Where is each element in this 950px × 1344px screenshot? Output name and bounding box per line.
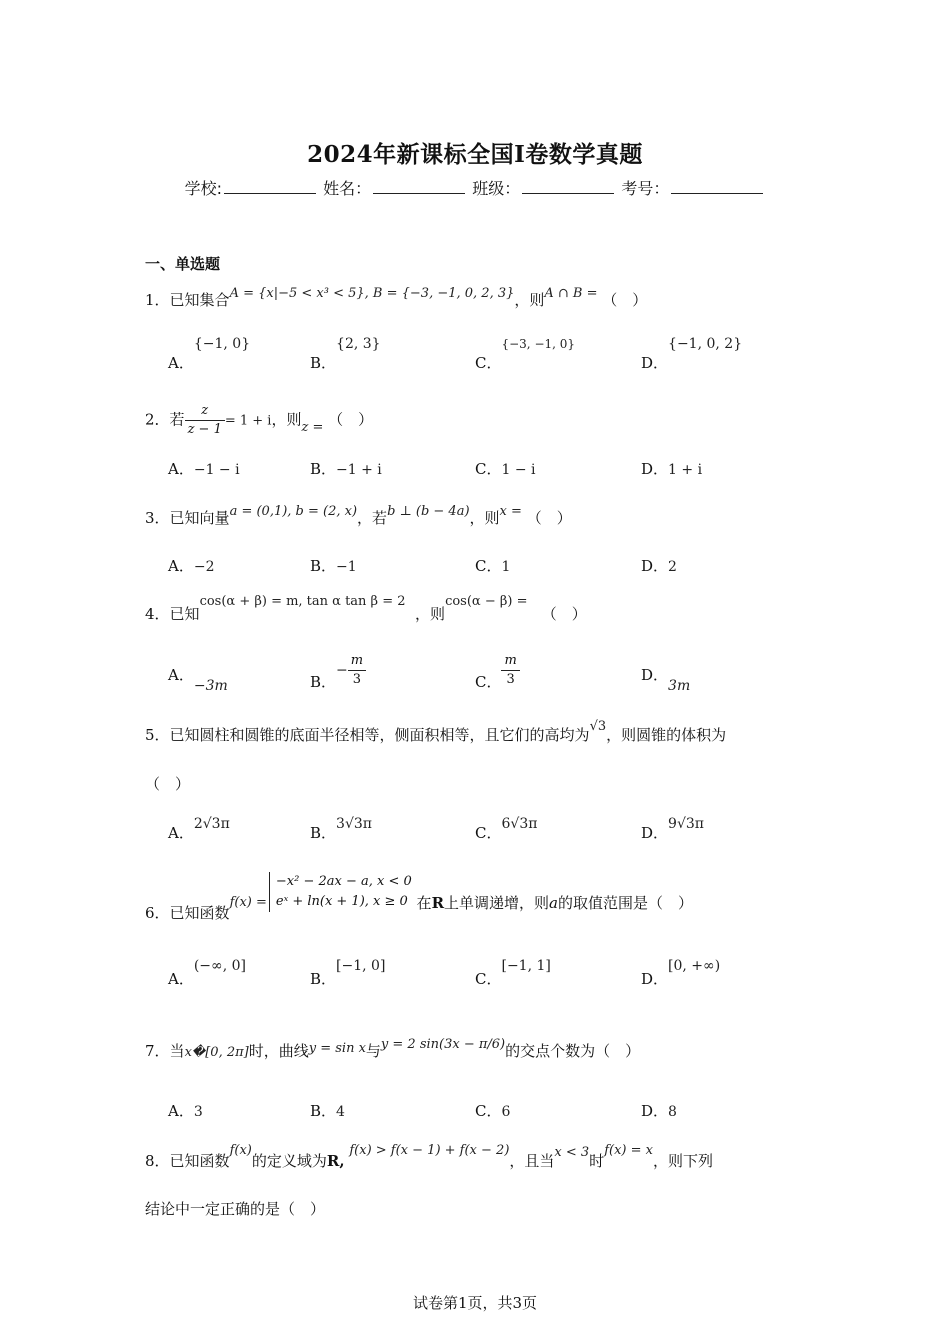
question-text: ，则: [514, 291, 545, 309]
exam-number-blank[interactable]: [671, 179, 763, 194]
option-label: A．: [168, 824, 194, 842]
answer-parentheses: （ ）: [526, 509, 572, 527]
option-value: 6: [501, 1104, 511, 1120]
name-label: 姓名：: [323, 179, 372, 198]
question-5: [145, 719, 727, 745]
option-value: [−1, 1]: [501, 958, 551, 974]
variable: a: [549, 894, 558, 912]
option-value: 1: [501, 559, 511, 575]
math-expression: f(x): [229, 1143, 252, 1158]
option-value: [0, +∞): [668, 958, 721, 974]
option-label: B．: [310, 557, 337, 575]
question-text: 已知向量: [169, 509, 230, 527]
question-text: ，且当: [509, 1152, 555, 1170]
option-label: B．: [310, 970, 337, 988]
option-label: C．: [475, 672, 502, 691]
question-text: 与: [365, 1042, 381, 1060]
answer-parentheses: （ ）: [602, 291, 648, 309]
option-value: {2, 3}: [336, 336, 381, 352]
page-footer: 试卷第1页，共3页: [412, 1294, 538, 1312]
option-label: C．: [475, 354, 502, 372]
class-blank[interactable]: [522, 179, 614, 194]
question-text: 若: [169, 410, 185, 429]
question-text: 时: [589, 1152, 605, 1170]
student-info-line: [0, 176, 950, 199]
option-b[interactable]: [310, 652, 366, 689]
option-label: C．: [475, 970, 502, 988]
math-expression: cos(α − β) =: [445, 594, 528, 609]
option-value: [−1, 0]: [336, 958, 386, 974]
option-label: A．: [168, 460, 194, 478]
option-label: C．: [475, 1102, 502, 1120]
piecewise-case: eˣ + ln(x + 1), x ≥ 0: [275, 894, 408, 909]
math-expression: = 1 + i: [224, 413, 272, 429]
question-text: 已知函数: [169, 904, 230, 922]
option-value: 9√3π: [668, 816, 704, 832]
option-label: D．: [641, 354, 669, 372]
question-number: 1．: [145, 291, 170, 309]
math-expression: x < 3: [554, 1145, 590, 1160]
option-d[interactable]: [641, 1100, 677, 1121]
question-text: 在: [416, 894, 432, 912]
math-expression: √3: [589, 719, 607, 734]
piecewise-function: [269, 872, 412, 912]
option-d[interactable]: [641, 336, 743, 372]
question-text: 已知函数: [169, 1152, 230, 1170]
question-4: [145, 594, 587, 624]
option-label: B．: [310, 672, 337, 691]
option-a[interactable]: [168, 958, 246, 989]
question-text: 结论中一定正确的是（ ）: [145, 1200, 326, 1218]
fraction-numerator: z: [185, 402, 225, 421]
option-label: B．: [310, 460, 337, 478]
question-8: [145, 1143, 713, 1171]
option-value: 6√3π: [501, 816, 538, 832]
math-expression: A = {x|−5 < x³ < 5}, B = {−3, −1, 0, 2, 3}: [229, 286, 515, 301]
option-a[interactable]: [168, 664, 228, 694]
option-a[interactable]: [168, 336, 251, 372]
option-label: C．: [475, 557, 502, 575]
option-label: C．: [475, 460, 502, 478]
school-blank[interactable]: [224, 179, 316, 194]
option-label: D．: [641, 557, 669, 575]
option-value: 2√3π: [193, 816, 230, 832]
option-c[interactable]: [475, 1100, 510, 1121]
question-number: 2．: [145, 410, 170, 429]
math-expression: f(x) > f(x − 1) + f(x − 2): [349, 1143, 510, 1158]
option-value: −1: [336, 559, 357, 575]
question-number: 4．: [145, 605, 170, 623]
option-value: 3m: [668, 678, 691, 694]
option-b[interactable]: [310, 555, 357, 576]
option-value: 4: [336, 1104, 345, 1120]
option-value: 8: [668, 1104, 677, 1120]
answer-parentheses: （ ）: [541, 605, 587, 623]
option-d[interactable]: [641, 664, 691, 694]
question-text: 已知圆柱和圆锥的底面半径相等，侧面积相等，且它们的高均为: [169, 726, 590, 744]
option-value: −2: [193, 559, 215, 575]
option-label: D．: [641, 824, 669, 842]
option-label: B．: [310, 354, 337, 372]
math-expression: z =: [301, 419, 324, 435]
fraction-numerator: m: [348, 652, 366, 671]
math-expression: b ⊥ (b − 4a): [387, 504, 470, 519]
question-number: 6．: [145, 904, 170, 922]
question-number: 5．: [145, 726, 170, 744]
option-b[interactable]: [310, 958, 386, 989]
option-label: B．: [310, 824, 337, 842]
option-label: A．: [168, 666, 194, 684]
option-value: 2: [668, 559, 677, 575]
option-c[interactable]: [475, 337, 576, 372]
option-label: D．: [641, 970, 669, 988]
option-b[interactable]: [310, 816, 372, 843]
option-value: −1 + i: [336, 462, 382, 478]
math-expression: y = 2 sin(3x − π/6): [380, 1037, 506, 1052]
option-label: A．: [168, 1102, 194, 1120]
option-value: 3√3π: [336, 816, 372, 832]
math-expression: x�[0, 2π]: [184, 1045, 249, 1060]
question-text: 已知集合: [169, 291, 230, 309]
real-numbers-symbol: R: [431, 894, 445, 912]
option-label: A．: [168, 354, 194, 372]
question-6: [145, 872, 694, 922]
exam-number-label: 考号：: [621, 179, 670, 198]
question-number: 7．: [145, 1042, 170, 1060]
question-text: ，则: [415, 605, 446, 623]
name-blank[interactable]: [373, 179, 465, 194]
option-value: {−3, −1, 0}: [501, 337, 576, 351]
option-a[interactable]: [168, 555, 214, 576]
math-expression: f(x) =: [229, 895, 267, 910]
question-text: ，则下列: [652, 1152, 713, 1170]
option-label: B．: [310, 1102, 337, 1120]
option-value: −3m: [193, 678, 228, 694]
option-label: A．: [168, 557, 194, 575]
option-c[interactable]: [475, 958, 551, 989]
question-text: 已知: [169, 605, 200, 623]
question-number: 3．: [145, 509, 170, 527]
option-value: 1 − i: [501, 462, 536, 478]
question-text: ，则圆锥的体积为: [606, 726, 727, 744]
answer-parentheses: （ ）: [328, 410, 374, 429]
option-d[interactable]: [641, 958, 721, 989]
option-c[interactable]: [475, 555, 510, 576]
option-label: D．: [641, 1102, 669, 1120]
class-label: 班级：: [472, 179, 521, 198]
option-b[interactable]: [310, 458, 382, 479]
school-label: 学校:: [184, 179, 223, 198]
option-b[interactable]: [310, 336, 381, 372]
question-text: 时，曲线: [248, 1042, 309, 1060]
option-value: −: [336, 662, 348, 679]
question-text: 的取值范围是（ ）: [558, 894, 694, 912]
question-7: [145, 1037, 641, 1061]
math-expression: y = sin x: [308, 1041, 366, 1056]
option-d[interactable]: [641, 458, 702, 479]
option-c[interactable]: [475, 816, 538, 843]
math-expression: A ∩ B =: [544, 286, 598, 301]
fraction: [348, 652, 366, 689]
option-label: D．: [641, 666, 669, 684]
question-3: [145, 504, 572, 528]
question-1: [145, 286, 648, 310]
fraction: [501, 652, 519, 689]
question-text: 的定义域为: [251, 1152, 327, 1170]
option-value: (−∞, 0]: [193, 958, 246, 974]
option-value: 3: [193, 1104, 203, 1120]
option-c[interactable]: [475, 458, 536, 479]
option-d[interactable]: [641, 816, 704, 843]
option-b[interactable]: [310, 1100, 345, 1121]
section-title: 一、单选题: [145, 255, 221, 273]
option-value: 1 + i: [668, 462, 703, 478]
fraction: [185, 402, 225, 439]
option-a[interactable]: [168, 816, 230, 843]
fraction-denominator: z − 1: [187, 422, 222, 437]
fraction-denominator: 3: [506, 672, 515, 687]
option-a[interactable]: [168, 458, 240, 479]
option-d[interactable]: [641, 555, 677, 576]
math-expression: x =: [499, 504, 522, 519]
math-expression: cos(α + β) = m, tan α tan β = 2: [199, 594, 406, 609]
option-value: −1 − i: [193, 462, 240, 478]
question-text: 当: [169, 1042, 185, 1060]
option-label: C．: [475, 824, 502, 842]
answer-parentheses: （ ）: [145, 775, 191, 793]
option-value: {−1, 0, 2}: [668, 336, 743, 352]
question-text: 的交点个数为（ ）: [505, 1042, 641, 1060]
piecewise-case: −x² − 2ax − a, x < 0: [275, 874, 412, 889]
math-expression: a = (0,1), b = (2, x): [229, 504, 358, 519]
option-value: {−1, 0}: [193, 336, 251, 352]
page-title: 2024年新课标全国Ⅰ卷数学真题: [307, 141, 643, 168]
option-label: D．: [641, 460, 669, 478]
option-a[interactable]: [168, 1100, 203, 1121]
question-text: 上单调递增，则: [444, 894, 550, 912]
question-number: 8．: [145, 1152, 170, 1170]
question-text: ，则: [271, 410, 302, 429]
question-text: ，若: [357, 509, 388, 527]
fraction-numerator: m: [501, 652, 519, 671]
real-numbers-symbol: R,: [326, 1152, 345, 1170]
option-c[interactable]: [475, 652, 520, 689]
question-text: ，则: [469, 509, 500, 527]
fraction-denominator: 3: [352, 672, 362, 687]
question-2: [145, 402, 373, 439]
option-label: A．: [168, 970, 194, 988]
math-expression: f(x) = x: [604, 1143, 653, 1158]
